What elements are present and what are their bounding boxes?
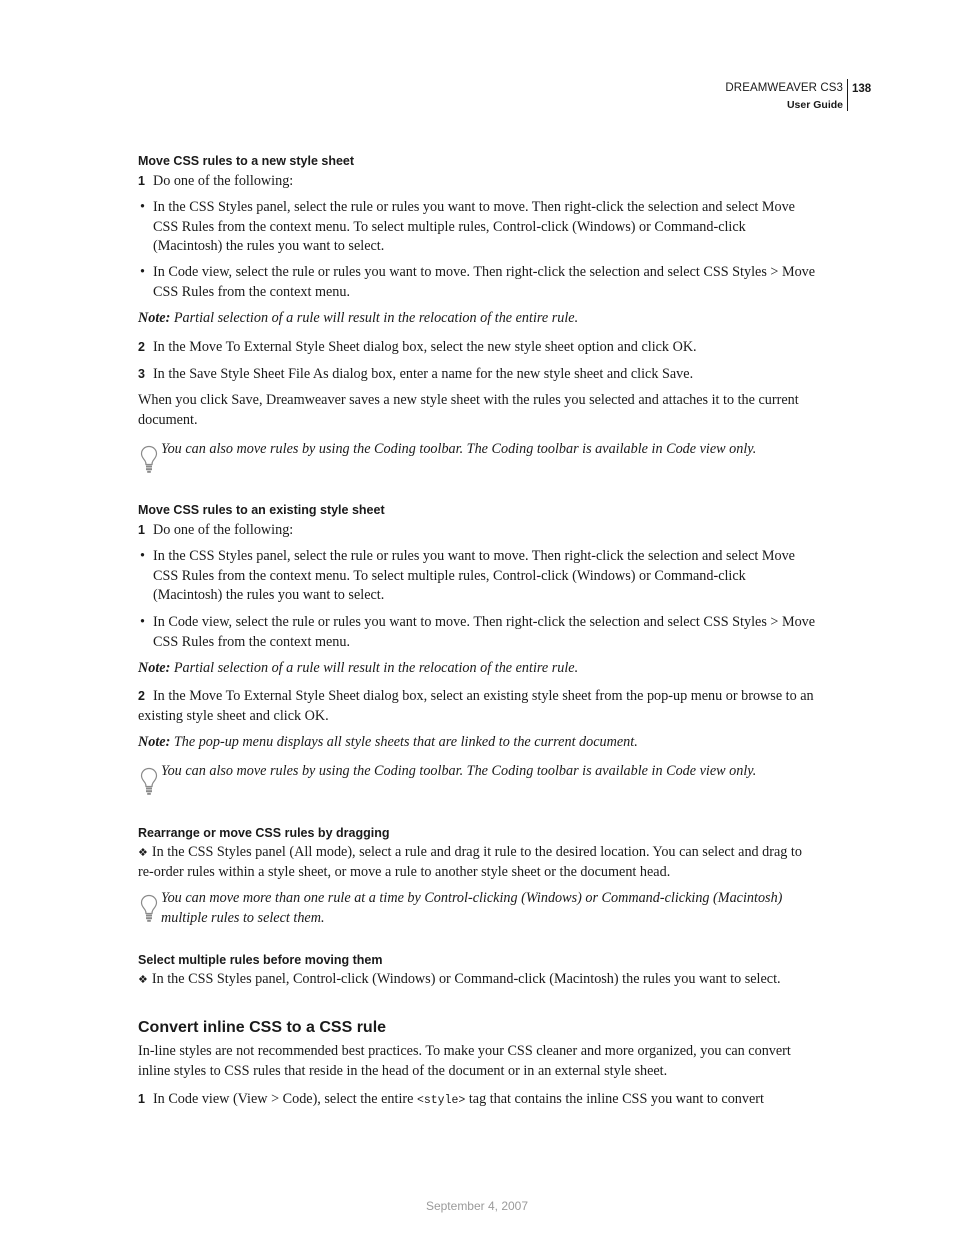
list-item	[138, 613, 818, 652]
bullet-icon: •	[140, 264, 145, 280]
step-text: In the Move To External Style Sheet dialog box, select an existing style sheet from the pop-up menu or browse to an existing style sheet and click OK.	[138, 688, 814, 724]
step-number: 2	[138, 340, 145, 354]
step-number: 3	[138, 367, 145, 381]
step-text: tag that contains the inline CSS you want to convert	[468, 1091, 764, 1107]
bullet-icon: •	[140, 614, 145, 630]
procedure-step	[138, 970, 818, 990]
paragraph: In-line styles are not recommended best practices. To make your CSS cleaner and more organized, you can convert inline styles to CSS rules that reside in the head of the document or in an external style sheet.	[138, 1043, 791, 1079]
step-number: 2	[138, 689, 145, 703]
note	[138, 733, 818, 753]
step-text: In the Move To External Style Sheet dialog box, select the new style sheet option and click OK.	[152, 339, 697, 355]
list-item	[138, 547, 818, 606]
section-heading-new-style-sheet: Move CSS rules to a new style sheet	[138, 154, 355, 168]
step-text: In Code view (View > Code), select the entire	[152, 1091, 414, 1107]
lightbulb-icon	[140, 767, 158, 797]
section-heading-existing-style-sheet: Move CSS rules to an existing style sheet	[138, 503, 385, 517]
paragraph: When you click Save, Dreamweaver saves a new style sheet with the rules you selected and attaches it to the current document.	[138, 392, 799, 428]
note-text: The pop-up menu displays all style sheets that are linked to the current document.	[173, 734, 638, 750]
bullet-icon: •	[140, 199, 145, 215]
procedure-step	[138, 843, 818, 882]
step-1	[138, 521, 818, 541]
lightbulb-icon	[140, 894, 158, 924]
procedure-text: In the CSS Styles panel (All mode), select a rule and drag it rule to the desired location. You can select and drag to re-order rules within a style sheet, or move a rule to another style sheet or the document head.	[138, 844, 802, 880]
section-heading-rearrange-rules: Rearrange or move CSS rules by dragging	[138, 826, 390, 840]
note-text: Partial selection of a rule will result in the relocation of the entire rule.	[173, 660, 579, 676]
step-number: 1	[138, 174, 145, 188]
step-1	[138, 172, 818, 192]
list-item	[138, 198, 818, 257]
header-divider	[847, 79, 848, 111]
diamond-bullet-icon: ❖	[138, 973, 148, 986]
list-item-text: In the CSS Styles panel, select the rule or rules you want to move. Then right-click the selection and select Move CSS Rules from the context menu. To select multiple rules, Control-click (Windows) or Command-click (Macintosh) the rules you want to select.	[153, 199, 795, 255]
note	[138, 309, 818, 329]
tip-text: You can also move rules by using the Coding toolbar. The Coding toolbar is available in Code view only.	[161, 441, 757, 457]
lightbulb-icon	[140, 445, 158, 475]
step-text: In the Save Style Sheet File As dialog box, enter a name for the new style sheet and click Save.	[152, 366, 694, 382]
step-number: 1	[138, 523, 145, 537]
step-text: Do one of the following:	[152, 522, 294, 538]
list-item-text: In Code view, select the rule or rules you want to move. Then right-click the selection and select CSS Styles > Move CSS Rules from the context menu.	[153, 264, 816, 300]
diamond-bullet-icon: ❖	[138, 846, 148, 859]
step-text: Do one of the following:	[152, 173, 294, 189]
header-product: DREAMWEAVER CS3	[725, 82, 843, 94]
step-2	[138, 687, 818, 726]
note-label: Note:	[138, 734, 171, 750]
note-label: Note:	[138, 310, 171, 326]
note-label: Note:	[138, 660, 171, 676]
list-item-text: In the CSS Styles panel, select the rule or rules you want to move. Then right-click the selection and select Move CSS Rules from the context menu. To select multiple rules, Control-click (Windows) or Command-click (Macintosh) the rules you want to select.	[153, 548, 795, 604]
step-2	[138, 338, 818, 358]
step-3	[138, 365, 818, 385]
note	[138, 659, 818, 679]
bullet-icon: •	[140, 548, 145, 564]
note-text: Partial selection of a rule will result in the relocation of the entire rule.	[173, 310, 579, 326]
tip-text: You can also move rules by using the Coding toolbar. The Coding toolbar is available in Code view only.	[161, 763, 757, 779]
list-item-text: In Code view, select the rule or rules you want to move. Then right-click the selection and select CSS Styles > Move CSS Rules from the context menu.	[153, 614, 816, 650]
footer-date: September 4, 2007	[425, 1199, 529, 1213]
tip-text: You can move more than one rule at a time by Control-clicking (Windows) or Command-clicking (Macintosh) multiple rules to select them.	[161, 890, 783, 926]
section-heading-convert-inline-css: Convert inline CSS to a CSS rule	[138, 1019, 387, 1036]
page-number: 138	[852, 83, 872, 95]
header-guide: User Guide	[786, 99, 843, 111]
procedure-text: In the CSS Styles panel, Control-click (Windows) or Command-click (Macintosh) the rules you want to select.	[151, 971, 781, 987]
section-heading-select-multiple: Select multiple rules before moving them	[138, 953, 383, 967]
step-1	[138, 1090, 818, 1111]
list-item	[138, 263, 818, 302]
step-number: 1	[138, 1092, 145, 1106]
code-inline: <style>	[416, 1094, 466, 1107]
